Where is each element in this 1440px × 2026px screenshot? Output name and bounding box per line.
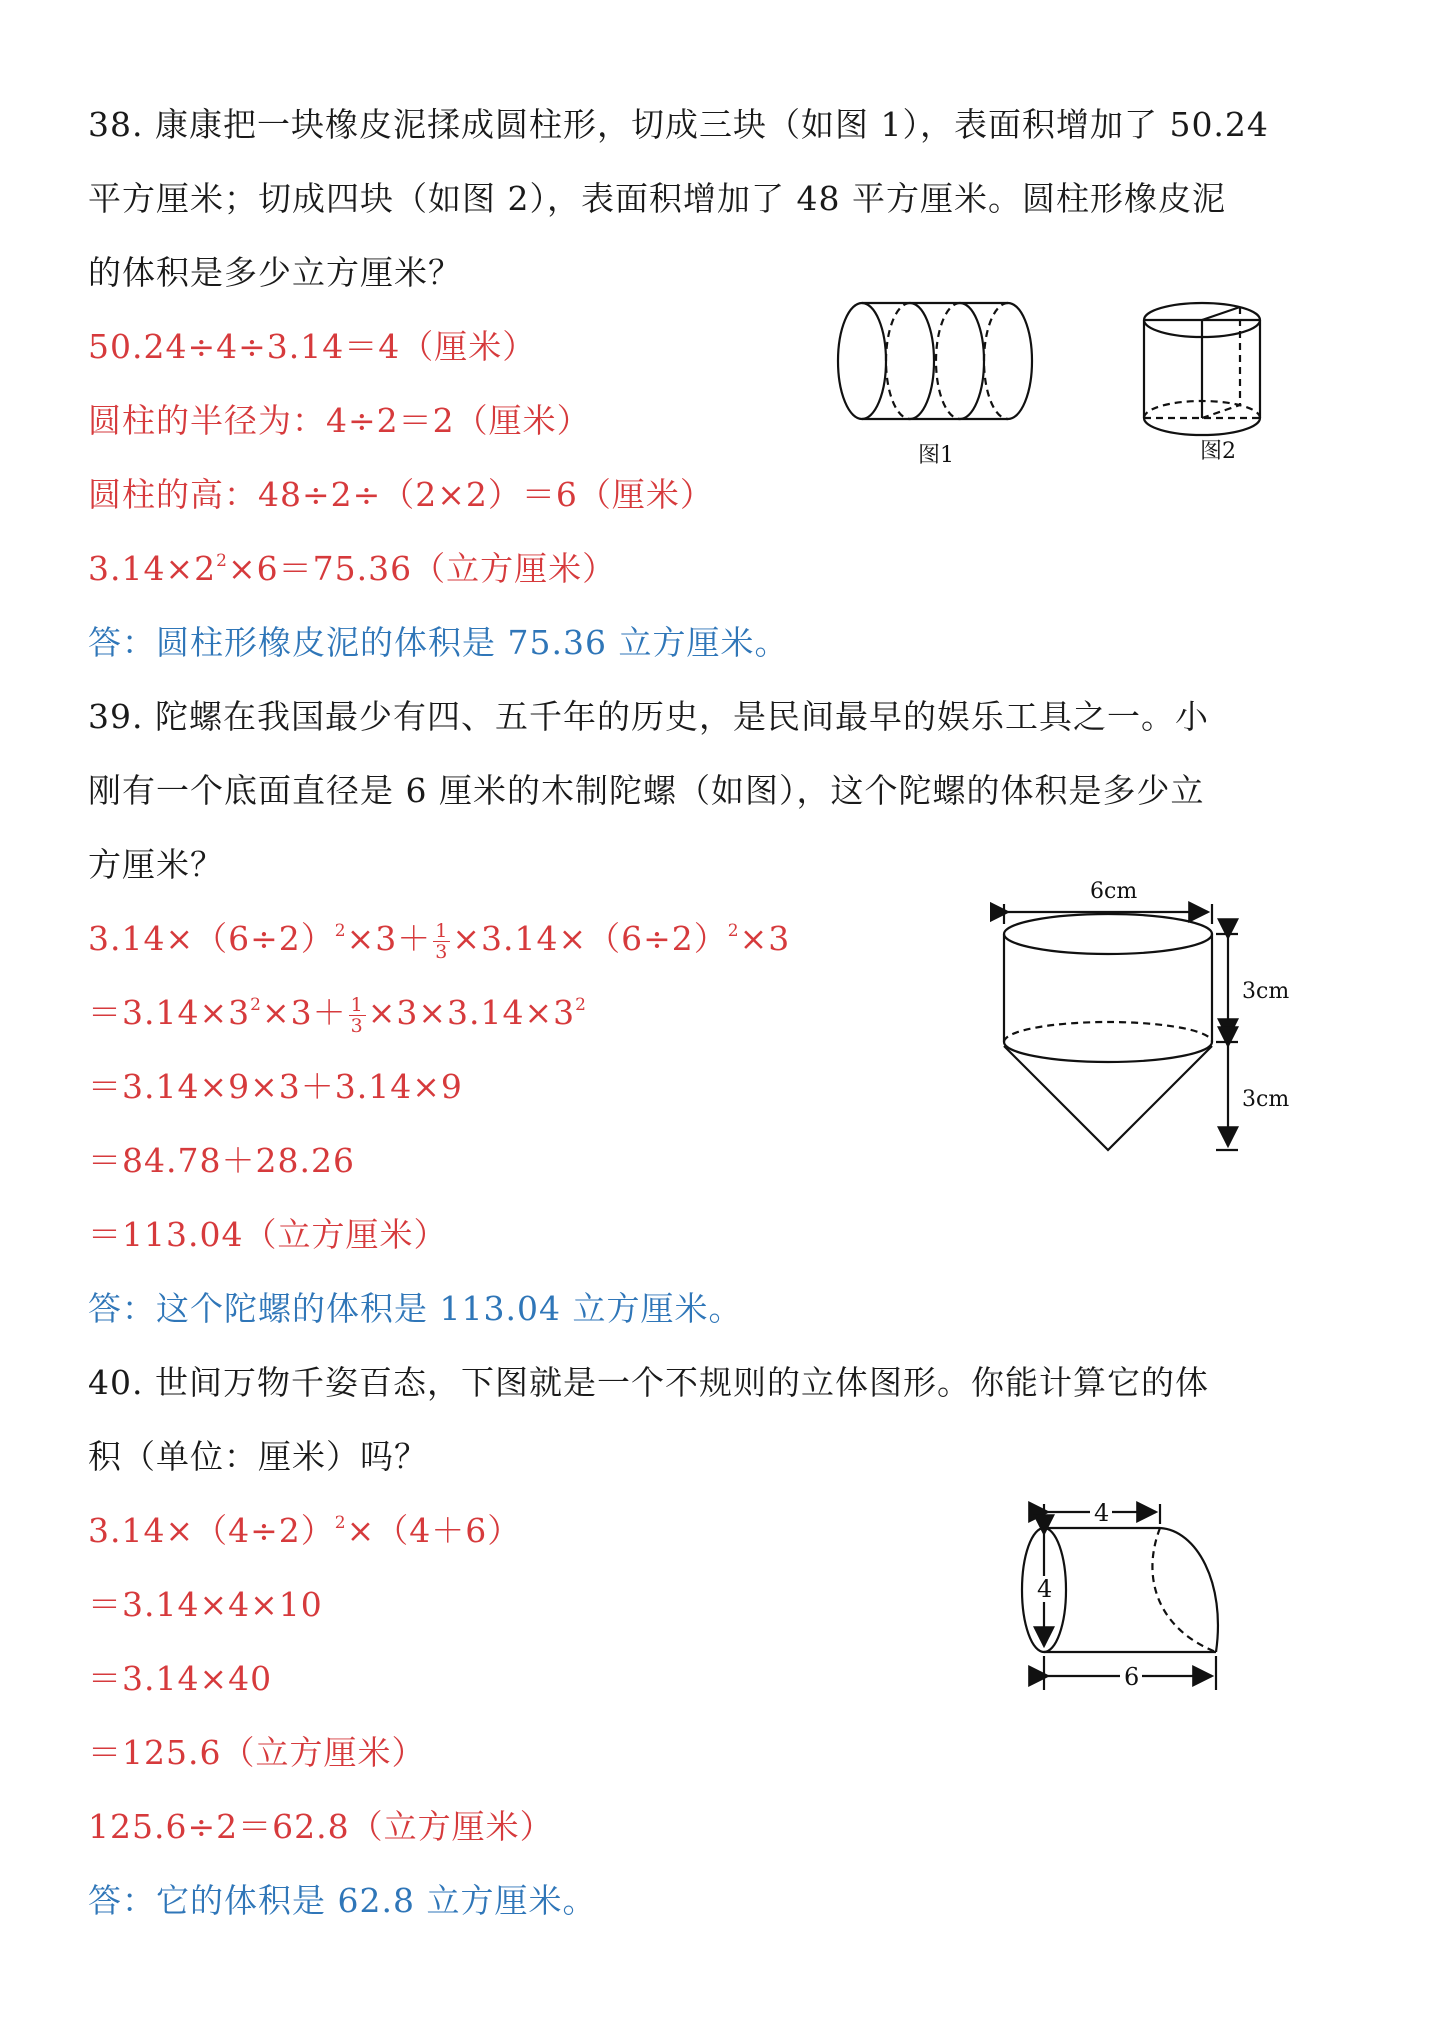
q38-text-line-1: 38. 康康把一块橡皮泥揉成圆柱形，切成三块（如图 1），表面积增加了 50.24 bbox=[88, 105, 1269, 144]
q40-answer: 答：它的体积是 62.8 立方厘米。 bbox=[88, 1881, 597, 1920]
q40-fig-side-label: 4 bbox=[1037, 1575, 1053, 1603]
q38-fig2-label: 图2 bbox=[1200, 439, 1236, 464]
q39-text-line-3: 方厘米？ bbox=[88, 845, 224, 884]
q40-text-line-2: 积（单位：厘米）吗？ bbox=[88, 1437, 428, 1476]
q40-step-4: ＝125.6（立方厘米） bbox=[88, 1733, 426, 1772]
q38-figure-1 bbox=[830, 295, 1060, 475]
q39-fig-h1-label: 3cm bbox=[1242, 979, 1290, 1004]
q38-text-line-3: 的体积是多少立方厘米？ bbox=[88, 253, 462, 292]
q40-fig-top-label: 4 bbox=[1094, 1499, 1110, 1527]
q40-step-3: ＝3.14×40 bbox=[88, 1659, 273, 1698]
q38-step-2: 圆柱的半径为：4÷2＝2（厘米） bbox=[88, 401, 591, 440]
q38-fig1-label: 图1 bbox=[918, 443, 954, 468]
q40-step-2: ＝3.14×4×10 bbox=[88, 1585, 323, 1624]
q38-text-line-2: 平方厘米；切成四块（如图 2），表面积增加了 48 平方厘米。圆柱形橡皮泥 bbox=[88, 179, 1226, 218]
q40-fig-bottom-label: 6 bbox=[1124, 1663, 1140, 1691]
fraction-one-third: $\frac{1}{3}$ bbox=[350, 993, 364, 1037]
fraction-one-third: $\frac{1}{3}$ bbox=[435, 919, 449, 963]
q40-step-1: $3.14\times(4\div 2)^2\times(4+6)$ bbox=[88, 1511, 522, 1550]
q39-step-5: ＝113.04（立方厘米） bbox=[88, 1215, 448, 1254]
q40-text-line-1: 40. 世间万物千姿百态，下图就是一个不规则的立体图形。你能计算它的体 bbox=[88, 1363, 1209, 1402]
q39-answer: 答：这个陀螺的体积是 113.04 立方厘米。 bbox=[88, 1289, 743, 1328]
q39-text-line-2: 刚有一个底面直径是 6 厘米的木制陀螺（如图），这个陀螺的体积是多少立 bbox=[88, 771, 1205, 810]
q39-step-4: ＝84.78＋28.26 bbox=[88, 1141, 355, 1180]
q39-step-2: $=3.14\times 3^2\times 3+$ $\frac{1}{3}$ $\times 3\times 3.14\times 3^2$ bbox=[88, 993, 587, 1037]
q38-answer: 答：圆柱形橡皮泥的体积是 75.36 立方厘米。 bbox=[88, 623, 789, 662]
q39-text-line-1: 39. 陀螺在我国最少有四、五千年的历史，是民间最早的娱乐工具之一。小 bbox=[88, 697, 1209, 736]
q38-step-1: 50.24÷4÷3.14＝4（厘米） bbox=[88, 327, 537, 366]
q39-step-1: $3.14\times(6\div 2)^2\times 3+$ $\frac{1}{3}$ $\times 3.14\times(6\div 2)^2\times 3$ bbox=[88, 919, 791, 963]
q39-step-3: ＝3.14×9×3＋3.14×9 bbox=[88, 1067, 463, 1106]
q40-figure-cut-cylinder bbox=[1010, 1490, 1250, 1700]
q39-figure-top bbox=[990, 860, 1310, 1160]
q38-figure-2 bbox=[1140, 290, 1290, 470]
q40-step-5: 125.6÷2＝62.8（立方厘米） bbox=[88, 1807, 554, 1846]
q38-step-3: 圆柱的高：48÷2÷（2×2）＝6（厘米） bbox=[88, 475, 714, 514]
q38-step-4: $3.14\times 2^2\times 6=75.36$（立方厘米） bbox=[88, 549, 617, 588]
q39-fig-h2-label: 3cm bbox=[1242, 1087, 1290, 1112]
q39-fig-top-label: 6cm bbox=[1090, 879, 1138, 904]
